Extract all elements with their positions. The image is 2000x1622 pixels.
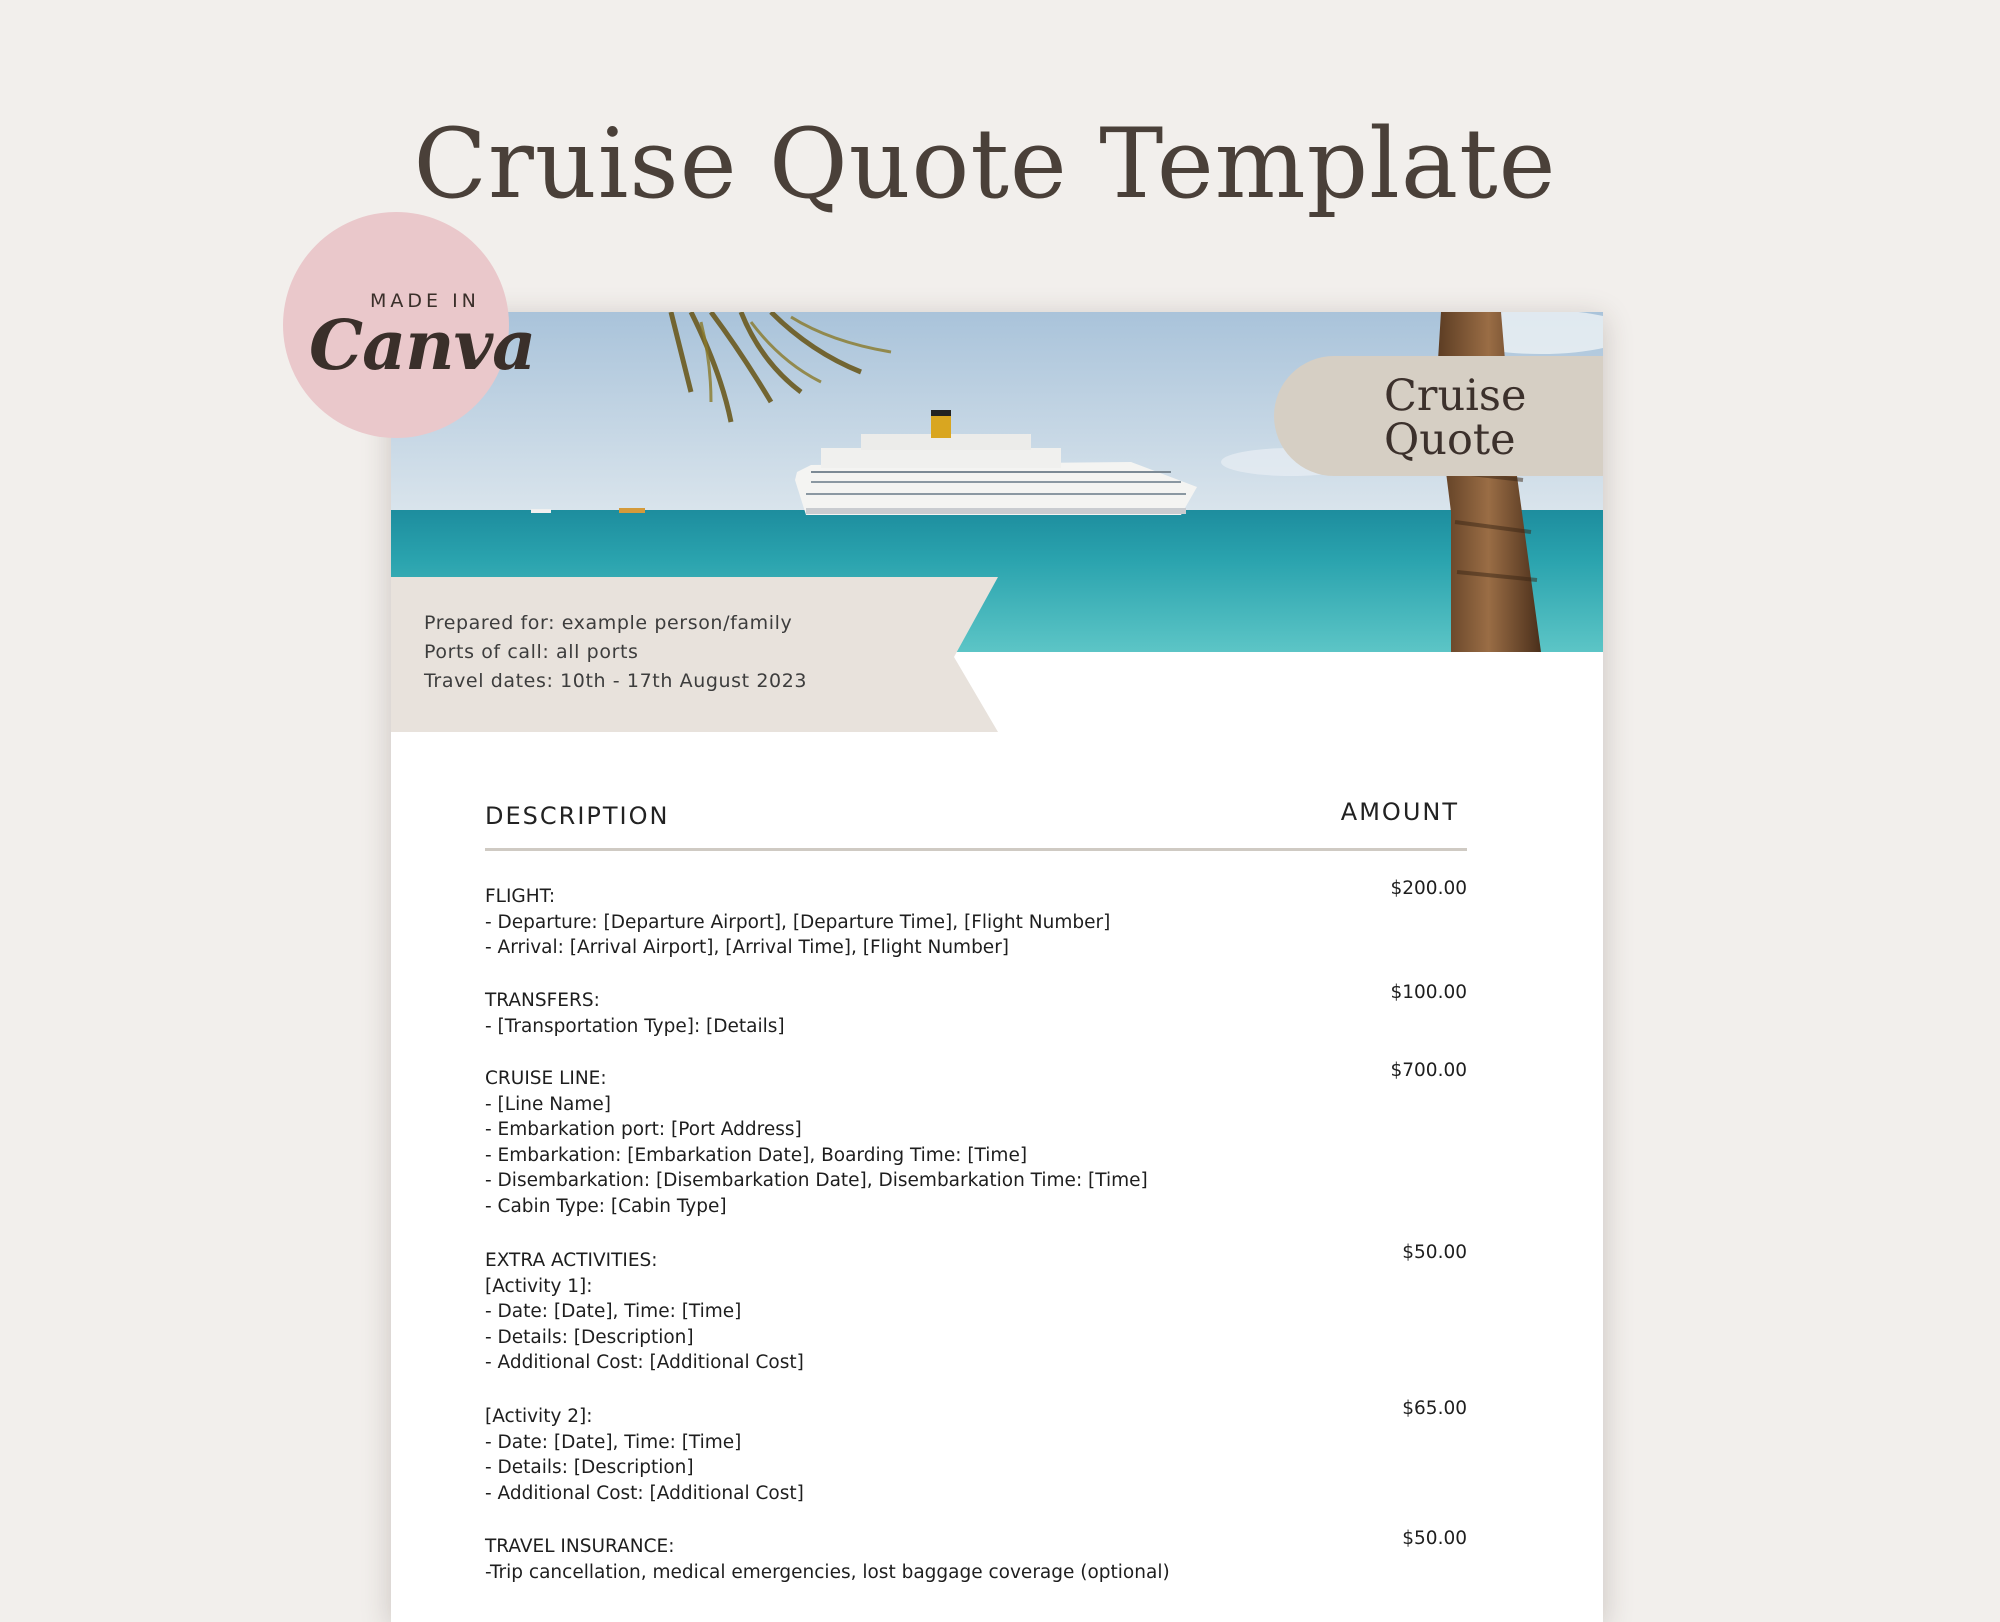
line-item-text: - Cabin Type: [Cabin Type] <box>485 1195 727 1217</box>
line-item-text: EXTRA ACTIVITIES: <box>485 1250 658 1271</box>
line-item-text: [Activity 1]: <box>485 1275 593 1297</box>
amount-column-header: AMOUNT <box>1340 798 1459 826</box>
line-item-amount: $200.00 <box>1390 878 1467 899</box>
line-item-text: - Departure: [Departure Airport], [Departure Time], [Flight Number] <box>485 911 1111 933</box>
quote-document <box>391 312 1603 1622</box>
line-item <box>485 1398 1467 1506</box>
line-item-amount: $700.00 <box>1390 1060 1467 1081</box>
tag-line-2: Quote <box>1384 415 1516 465</box>
line-item <box>485 1060 1467 1219</box>
travel-dates-text: Travel dates: 10th - 17th August 2023 <box>424 670 808 692</box>
line-item <box>485 878 1467 961</box>
line-item-description <box>485 1534 1467 1585</box>
line-item <box>485 1528 1467 1585</box>
badge-made-in-text: MADE IN <box>370 290 480 312</box>
line-item-text: - Additional Cost: [Additional Cost] <box>485 1482 804 1504</box>
line-item-text: - Details: [Description] <box>485 1457 694 1478</box>
line-item-text: TRANSFERS: <box>485 990 600 1011</box>
prepared-for-text: Prepared for: example person/family <box>424 612 793 634</box>
line-item-text: - [Transportation Type]: [Details] <box>485 1015 785 1037</box>
line-item-amount: $50.00 <box>1402 1528 1467 1549</box>
line-item-text: - Embarkation: [Embarkation Date], Boarding Time: [Time] <box>485 1144 1028 1166</box>
line-item-description <box>485 884 1467 961</box>
line-item-text: CRUISE LINE: <box>485 1068 607 1089</box>
header-divider <box>485 848 1467 851</box>
tag-line-1: Cruise <box>1384 371 1527 421</box>
line-item <box>485 982 1467 1039</box>
line-item-description <box>485 1404 1467 1506</box>
line-item-text: -Trip cancellation, medical emergencies, lost baggage coverage (optional) <box>485 1561 1170 1583</box>
description-column-header: DESCRIPTION <box>485 802 670 830</box>
line-item-text: FLIGHT: <box>485 886 556 907</box>
line-item <box>485 1242 1467 1376</box>
page-title: Cruise Quote Template <box>413 108 1557 220</box>
line-item-text: - Arrival: [Arrival Airport], [Arrival Time], [Flight Number] <box>485 937 1010 958</box>
line-item-text: TRAVEL INSURANCE: <box>485 1536 675 1557</box>
line-item-description <box>485 988 1467 1039</box>
line-item-amount: $100.00 <box>1390 982 1467 1003</box>
line-item-description <box>485 1066 1467 1219</box>
line-item-amount: $65.00 <box>1402 1398 1467 1419</box>
line-item-text: [Activity 2]: <box>485 1406 593 1427</box>
line-item-text: - Date: [Date], Time: [Time] <box>485 1301 742 1322</box>
line-item-text: - [Line Name] <box>485 1093 612 1115</box>
line-item-text: - Additional Cost: [Additional Cost] <box>485 1352 804 1373</box>
canva-logo: Canva <box>309 306 536 386</box>
line-item-text: - Date: [Date], Time: [Time] <box>485 1431 742 1453</box>
ports-of-call-text: Ports of call: all ports <box>424 641 639 663</box>
cruise-quote-tag <box>1274 356 1603 476</box>
table-header <box>485 798 1467 842</box>
line-item-description <box>485 1248 1467 1376</box>
line-item-text: - Embarkation port: [Port Address] <box>485 1119 802 1140</box>
line-item-text: - Details: [Description] <box>485 1326 694 1348</box>
line-item-text: - Disembarkation: [Disembarkation Date], Disembarkation Time: [Time] <box>485 1170 1148 1191</box>
made-in-canva-badge <box>283 212 536 438</box>
line-item-amount: $50.00 <box>1402 1242 1467 1263</box>
